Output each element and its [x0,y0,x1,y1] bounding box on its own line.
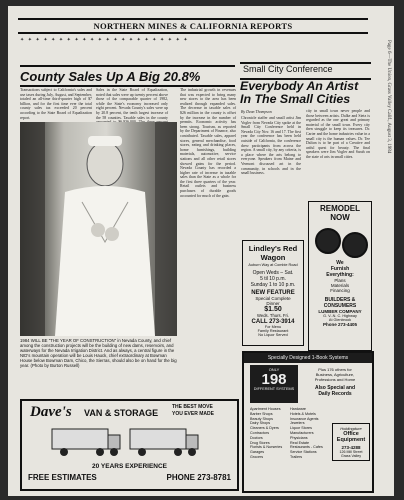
list-item: Real Estate [290,440,310,445]
remodel-address: At Glenbrook [328,318,352,322]
daves-sub: VAN & STORAGE [84,408,159,418]
ibooks-banner: Specially Designed 1-Book Systems [244,353,372,363]
list-item: Garages [250,450,265,455]
daves-tagline: THE BEST MOVE [172,404,213,410]
list-item: Drug Stores [250,440,270,445]
list-item: Liquor Stores [290,426,312,431]
daves-name: Dave's [30,404,72,420]
list-item: Service Stations [290,450,317,455]
ibooks-list-col-2 [290,407,330,460]
logo-seal-icon [315,228,341,254]
lindley-ad [242,240,304,346]
daves-years: 20 YEARS EXPERIENCE [91,463,168,470]
office-name: Office [343,431,359,437]
truck-icons [50,425,210,459]
photo-figure [20,122,177,336]
lindley-phone: CALL 273-3914 [251,319,295,325]
small-city-headline: Everybody An Artist In The Small Cities [240,79,359,106]
lindley-feature: Special Complete [255,296,291,301]
remodel-address: G. V.-N. C. Highway [323,314,357,318]
list-item: Jewelers [290,421,305,426]
lindley-feature: Dinner [266,301,280,306]
remodel-line: Furnish [330,266,350,272]
remodel-line: Materials [330,283,350,288]
lindley-note: No Liquor Served [258,333,288,337]
office-address: 126 Mill Street [339,450,363,454]
lindley-days: Weds. Thurs. Fri. [257,313,289,318]
lindley-price: $1.50 [264,306,282,313]
ibooks-also: Daily Records [318,391,352,397]
list-item: Restaurants - Cafes [290,445,323,450]
page-edge-text: Page 6—The Union, Grass Valley Calif., August 3, 1984 [386,40,391,154]
small-city-byline: By Dean Thompson [241,110,272,114]
list-item: Physicians [290,435,308,440]
ibooks-ad [242,351,374,493]
rule [20,85,235,87]
list-item: Barber Shops [250,411,273,416]
office-name: Holdingdure [340,426,362,431]
list-item: Doctors [250,435,263,440]
header-ornament: ✦ ✦ ✦ ✦ ✦ ✦ ✦ ✦ ✦ ✦ ✦ ✦ ✦ ✦ ✦ ✦ ✦ ✦ ✦ ✦ ✦ ✦ [20,37,189,43]
daves-phone: PHONE 273-8781 [166,473,231,482]
small-city-col-1: Chronicle staffer and small artist Jim Vogler from Nevada City spoke at the Small City Conference held in Nevada City Nov. 16 and 17. The first year the conference has been held outside of California, the conference drew participants from across the region. A small city, by any criteria, is a place where the arts belong to everyone. Speakers from Maine and Vermont discussed art in the community, in schools and in the small business. [241,116,301,176]
man-photo [20,122,177,336]
small-city-col-2: city in small town never people and those between artists. Dalke and Sietz is regarded as the one great and primary material of the small town. Every city then struggle to keep its treasures. Dr. Carter and the home industries value in a small city is the human values. Dr. Tee Dalton is to be part of a Creative and artful quest for beauty. The final speakers were Jim Vogler and Sarah on the state of arts in small cities. [306,109,370,159]
remodel-phone: Phone 273-4405 [322,322,358,327]
lindley-note: For Menu [264,325,282,329]
list-item: Grocers [250,454,264,459]
ibooks-price: 198 [261,371,287,388]
lindley-address: Auburn Way at Combie Road [248,263,298,267]
list-item: Contractors [250,430,270,435]
ibooks-text: Business, Agriculture, [315,372,355,377]
ibooks-price-sub: DIFFERENT SYSTEMS [253,387,295,391]
list-item: Insurance Agents [290,416,319,421]
remodel-ad [308,201,372,351]
small-city-banner: Small City Conference [240,62,371,80]
remodel-title: REMODEL NOW [320,204,360,222]
daves-tagline: YOU EVER MADE [172,411,214,417]
remodel-line: Financing [330,288,350,293]
office-name: Equipment [336,437,366,443]
ibooks-also: Also Special and [314,385,355,391]
list-item: Cleaners & Dyers [250,426,279,431]
remodel-company: LUMBER COMPANY [318,309,362,314]
lead-col-3: The industrial growth in revenues that was expected to bring many new stores to the area has been realized through expanded sales. The decrease in taxable sales of $26 million in the county is offset by the increase in the number of permits. Economic activity has been strong. Tourism, as reported by the Department of Finance, also contributed. Taxable sales, apparel stores, general merchandise, food stores, eating and drinking places, home furnishings, building materials, automotive, service stations and all other retail stores showed gains for the period. Nevada County has recorded a higher rate of increase in taxable sales than the State as a whole for the first three quarters of the year. Retail outlets and business purchases of durable goods accounted for much of the gain. [180,88,236,198]
lead-headline: County Sales Up A Big 20.8% [20,69,201,84]
office-address: Grass Valley [340,454,362,458]
lindley-hours: Open Weds – Sat. [252,270,294,276]
list-item: Beauty Shops [250,416,273,421]
ibooks-text: Plus 176 others for [318,367,352,372]
remodel-line: Everything: [326,272,354,278]
logo-seal-icon [342,232,368,258]
remodel-line: We [336,260,344,266]
office-phone: 273-4288 [341,445,361,450]
lindley-feature: NEW FEATURE [251,290,295,296]
list-item: Trailers [290,454,303,459]
list-item: Hotels & Motels [290,411,316,416]
list-item: Florists & Nurseries [250,445,283,450]
remodel-line: Plans [334,278,346,283]
list-item: Apartment Houses [250,407,281,411]
lindley-hours: Sunday 1 to 10 p.m. [250,282,296,288]
list-item: Manufacturers [290,430,314,435]
list-item: Hardware [290,407,306,411]
ibooks-price-top: ONLY [268,367,280,372]
lindley-name: Lindley's Red Wagon [248,244,298,262]
ibooks-list-col-1 [250,407,290,460]
daves-estimates: FREE ESTIMATES [28,473,97,482]
lead-col-2: Sales in the State Board of Equalization, noted that sales were up twenty percent above those of the comparable quarter of 1982, while the State's economy increased only eight percent. Nevada County's sales were up by 20.8 percent, the tenth largest increase of the 58 counties. Taxable sales in the county [96,88,168,120]
list-item: Dairy Shops [250,421,271,426]
lindley-note: Family Restaurant [257,329,289,333]
lead-col-1: Transactions subject to California's sales and use taxes during July, August, and September, totaled an all-time third-quarter high of $7 billion, and for the first time ever the total county sales tax exceeded 20 percent according to the State Board of Equalization report. [20,88,92,120]
ibooks-price-box [250,365,298,403]
rule [20,65,235,67]
remodel-company: BUILDERS & [324,297,356,303]
newspaper-page [8,6,394,496]
lindley-hours: 5 til 10 p.m. [260,276,286,282]
daves-ad [20,399,239,491]
section-header: NORTHERN MINES & CALIFORNIA REPORTS [18,18,368,34]
photo-caption: 1984 WILL BE "THE YEAR OF CONSTRUCTION" in Nevada County, and chief among the construction projects will be the building of new dams, reservoirs, and waterways for the Nevada Irrigation District. And as always, a central figure in the NID's mountain operation will be Louis Hauck, chief extraordinary at Bowman House below Bowman Dam, Chico, the Sierras, should also be on hand for the big year. (Photo by Burton Russell) [20,338,177,368]
ibooks-text: Professions and Home [314,377,356,382]
remodel-company: CONSUMERS [323,303,357,309]
office-equipment-box [332,423,370,461]
